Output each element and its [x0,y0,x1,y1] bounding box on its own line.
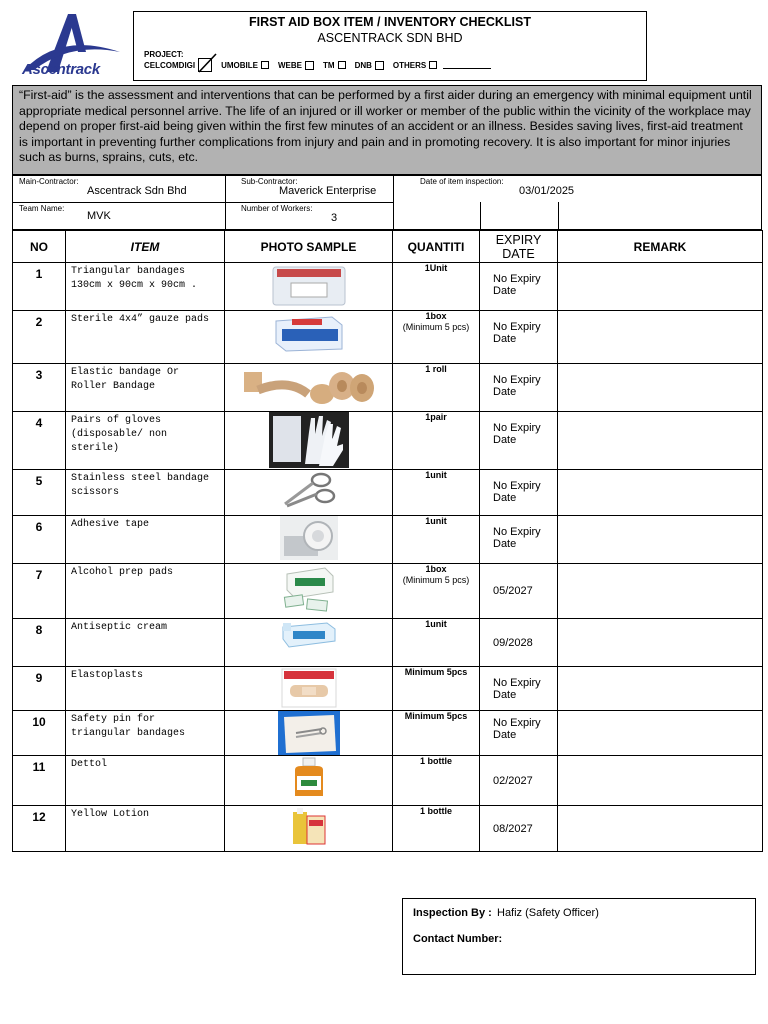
workers-label: Number of Workers: [241,204,313,213]
remark-cell[interactable] [558,470,763,516]
main-contractor-value: Ascentrack Sdn Bhd [87,185,187,197]
gloves-photo [269,412,349,468]
expiry-date: 09/2028 [480,619,558,667]
table-row: 1 Triangular bandages 130cm x 90cm x 90cm . 1Unit No Expiry Date [13,263,763,311]
checkbox-webe[interactable] [305,61,314,70]
document-header [133,11,647,81]
table-row: 2 Sterile 4x4” gauze pads 1box (Minimum 5 pcs) No Expiry Date [13,311,763,364]
remark-cell[interactable] [558,564,763,619]
checkbox-tm[interactable] [338,61,346,69]
team-name-value: MVK [87,210,111,222]
item-name: Elastoplasts [66,667,225,711]
first-aid-intro: “First-aid” is the assessment and interventions that can be performed by a first aider during an emergency with minimal equipment until appropriate medical personnel arrive. The life of an injured or ill worker or member of the public within the vicinity of the workplace may depend on proper first-aid being given within the first few minutes of an accident or an illness. Besides saving lives, first-aid treatment is important in preventing further complications from injury and pain and in promoting recovery. It is also important for minor injuries such as burns, sprains, cuts, etc. [12,85,762,175]
remark-cell[interactable] [558,263,763,311]
expiry-date: No Expiry Date [480,516,558,564]
gauze-pads-photo [272,311,346,353]
checkbox-others[interactable] [429,61,437,69]
elastic-bandage-photo [238,364,380,408]
remark-cell[interactable] [558,311,763,364]
expiry-date: No Expiry Date [480,711,558,756]
adhesive-tape-photo [280,516,338,560]
table-row: 6 Adhesive tape 1unit No Expiry Date [13,516,763,564]
expiry-date: 02/2027 [480,756,558,806]
antiseptic-cream-photo [281,619,337,651]
expiry-date: No Expiry Date [480,311,558,364]
inspection-info-grid [12,175,762,230]
remark-cell[interactable] [558,756,763,806]
expiry-date: No Expiry Date [480,263,558,311]
inspection-date-value: 03/01/2025 [519,185,575,197]
project-label: PROJECT: [144,50,184,59]
project-option-others[interactable]: OTHERS [393,61,491,70]
project-options [144,58,500,72]
table-row: 7 Alcohol prep pads 1box (Minimum 5 pcs) 05/2027 [13,564,763,619]
item-name: Sterile 4x4” gauze pads [66,311,225,364]
team-name-label: Team Name: [19,204,65,213]
project-option-webe[interactable]: WEBE [278,61,314,70]
item-name: Elastic bandage Or Roller Bandage [66,364,225,412]
table-row: 4 Pairs of gloves (disposable/ non sterile) 1pair No Expiry Date [13,412,763,470]
scissors-photo [281,470,337,510]
header-no: NO [13,231,66,263]
sub-contractor-value: Maverick Enterprise [279,185,377,197]
main-contractor-label: Main-Contractor: [19,177,79,186]
project-option-tm[interactable]: TM [323,61,346,70]
yellow-lotion-photo [289,806,329,846]
table-row: 9 Elastoplasts Minimum 5pcs No Expiry Date [13,667,763,711]
remark-cell[interactable] [558,619,763,667]
safety-pin-photo [278,711,340,755]
check-mark-icon [196,52,218,74]
sub-contractor-label: Sub-Contractor: [241,177,298,186]
table-row: 8 Antiseptic cream 1unit 09/2028 [13,619,763,667]
expiry-date: No Expiry Date [480,364,558,412]
inventory-table [12,230,763,852]
expiry-date: No Expiry Date [480,667,558,711]
table-row: 5 Stainless steel bandage scissors 1unit No Expiry Date [13,470,763,516]
inspection-by-value[interactable]: Hafiz (Safety Officer) [497,907,599,919]
expiry-date: No Expiry Date [480,470,558,516]
item-name: Adhesive tape [66,516,225,564]
header-item: ITEM [66,231,225,263]
remark-cell[interactable] [558,364,763,412]
inspection-by-label: Inspection By : [413,907,492,919]
item-name: Triangular bandages 130cm x 90cm x 90cm . [66,263,225,311]
workers-value: 3 [331,212,338,224]
item-name: Pairs of gloves (disposable/ non sterile) [66,412,225,470]
inspection-signoff [402,898,756,975]
table-row: 10 Safety pin for triangular bandages Minimum 5pcs No Expiry Date [13,711,763,756]
expiry-date: No Expiry Date [480,412,558,470]
item-name: Stainless steel bandage scissors [66,470,225,516]
remark-cell[interactable] [558,412,763,470]
item-name: Alcohol prep pads [66,564,225,619]
expiry-date: 08/2027 [480,806,558,852]
project-option-dnb[interactable]: DNB [355,61,384,70]
logo-text: Ascentrack [22,61,100,78]
contact-number-label: Contact Number: [413,933,503,945]
remark-cell[interactable] [558,516,763,564]
others-blank-line[interactable] [443,61,491,69]
header-remark: REMARK [558,231,763,263]
alcohol-pads-photo [281,564,337,612]
table-row: 11 Dettol 1 bottle 02/2027 [13,756,763,806]
project-option-umobile[interactable]: UMOBILE [221,61,269,70]
item-name: Antiseptic cream [66,619,225,667]
dettol-bottle-photo [287,756,331,800]
remark-cell[interactable] [558,711,763,756]
checkbox-umobile[interactable] [261,61,269,69]
table-row: 3 Elastic bandage Or Roller Bandage 1 roll No Expiry Date [13,364,763,412]
table-row: 12 Yellow Lotion 1 bottle 08/2027 [13,806,763,852]
item-name: Safety pin for triangular bandages [66,711,225,756]
company-name: ASCENTRACK SDN BHD [317,31,463,45]
inspection-date-label: Date of item inspection: [420,177,504,186]
document-title: FIRST AID BOX ITEM / INVENTORY CHECKLIST [249,15,531,29]
remark-cell[interactable] [558,806,763,852]
checkbox-celcomdigi[interactable] [198,58,212,72]
remark-cell[interactable] [558,667,763,711]
item-name: Dettol [66,756,225,806]
header-photo: PHOTO SAMPLE [225,231,393,263]
header-quantity: QUANTITI [393,231,480,263]
project-option-celcomdigi[interactable]: CELCOMDIGI [144,58,212,72]
expiry-date: 05/2027 [480,564,558,619]
triangular-bandage-photo [269,263,349,307]
elastoplasts-photo [280,667,338,709]
table-header-row [13,231,763,263]
item-name: Yellow Lotion [66,806,225,852]
checkbox-dnb[interactable] [375,61,384,70]
header-expiry: EXPIRY DATE [480,231,558,263]
